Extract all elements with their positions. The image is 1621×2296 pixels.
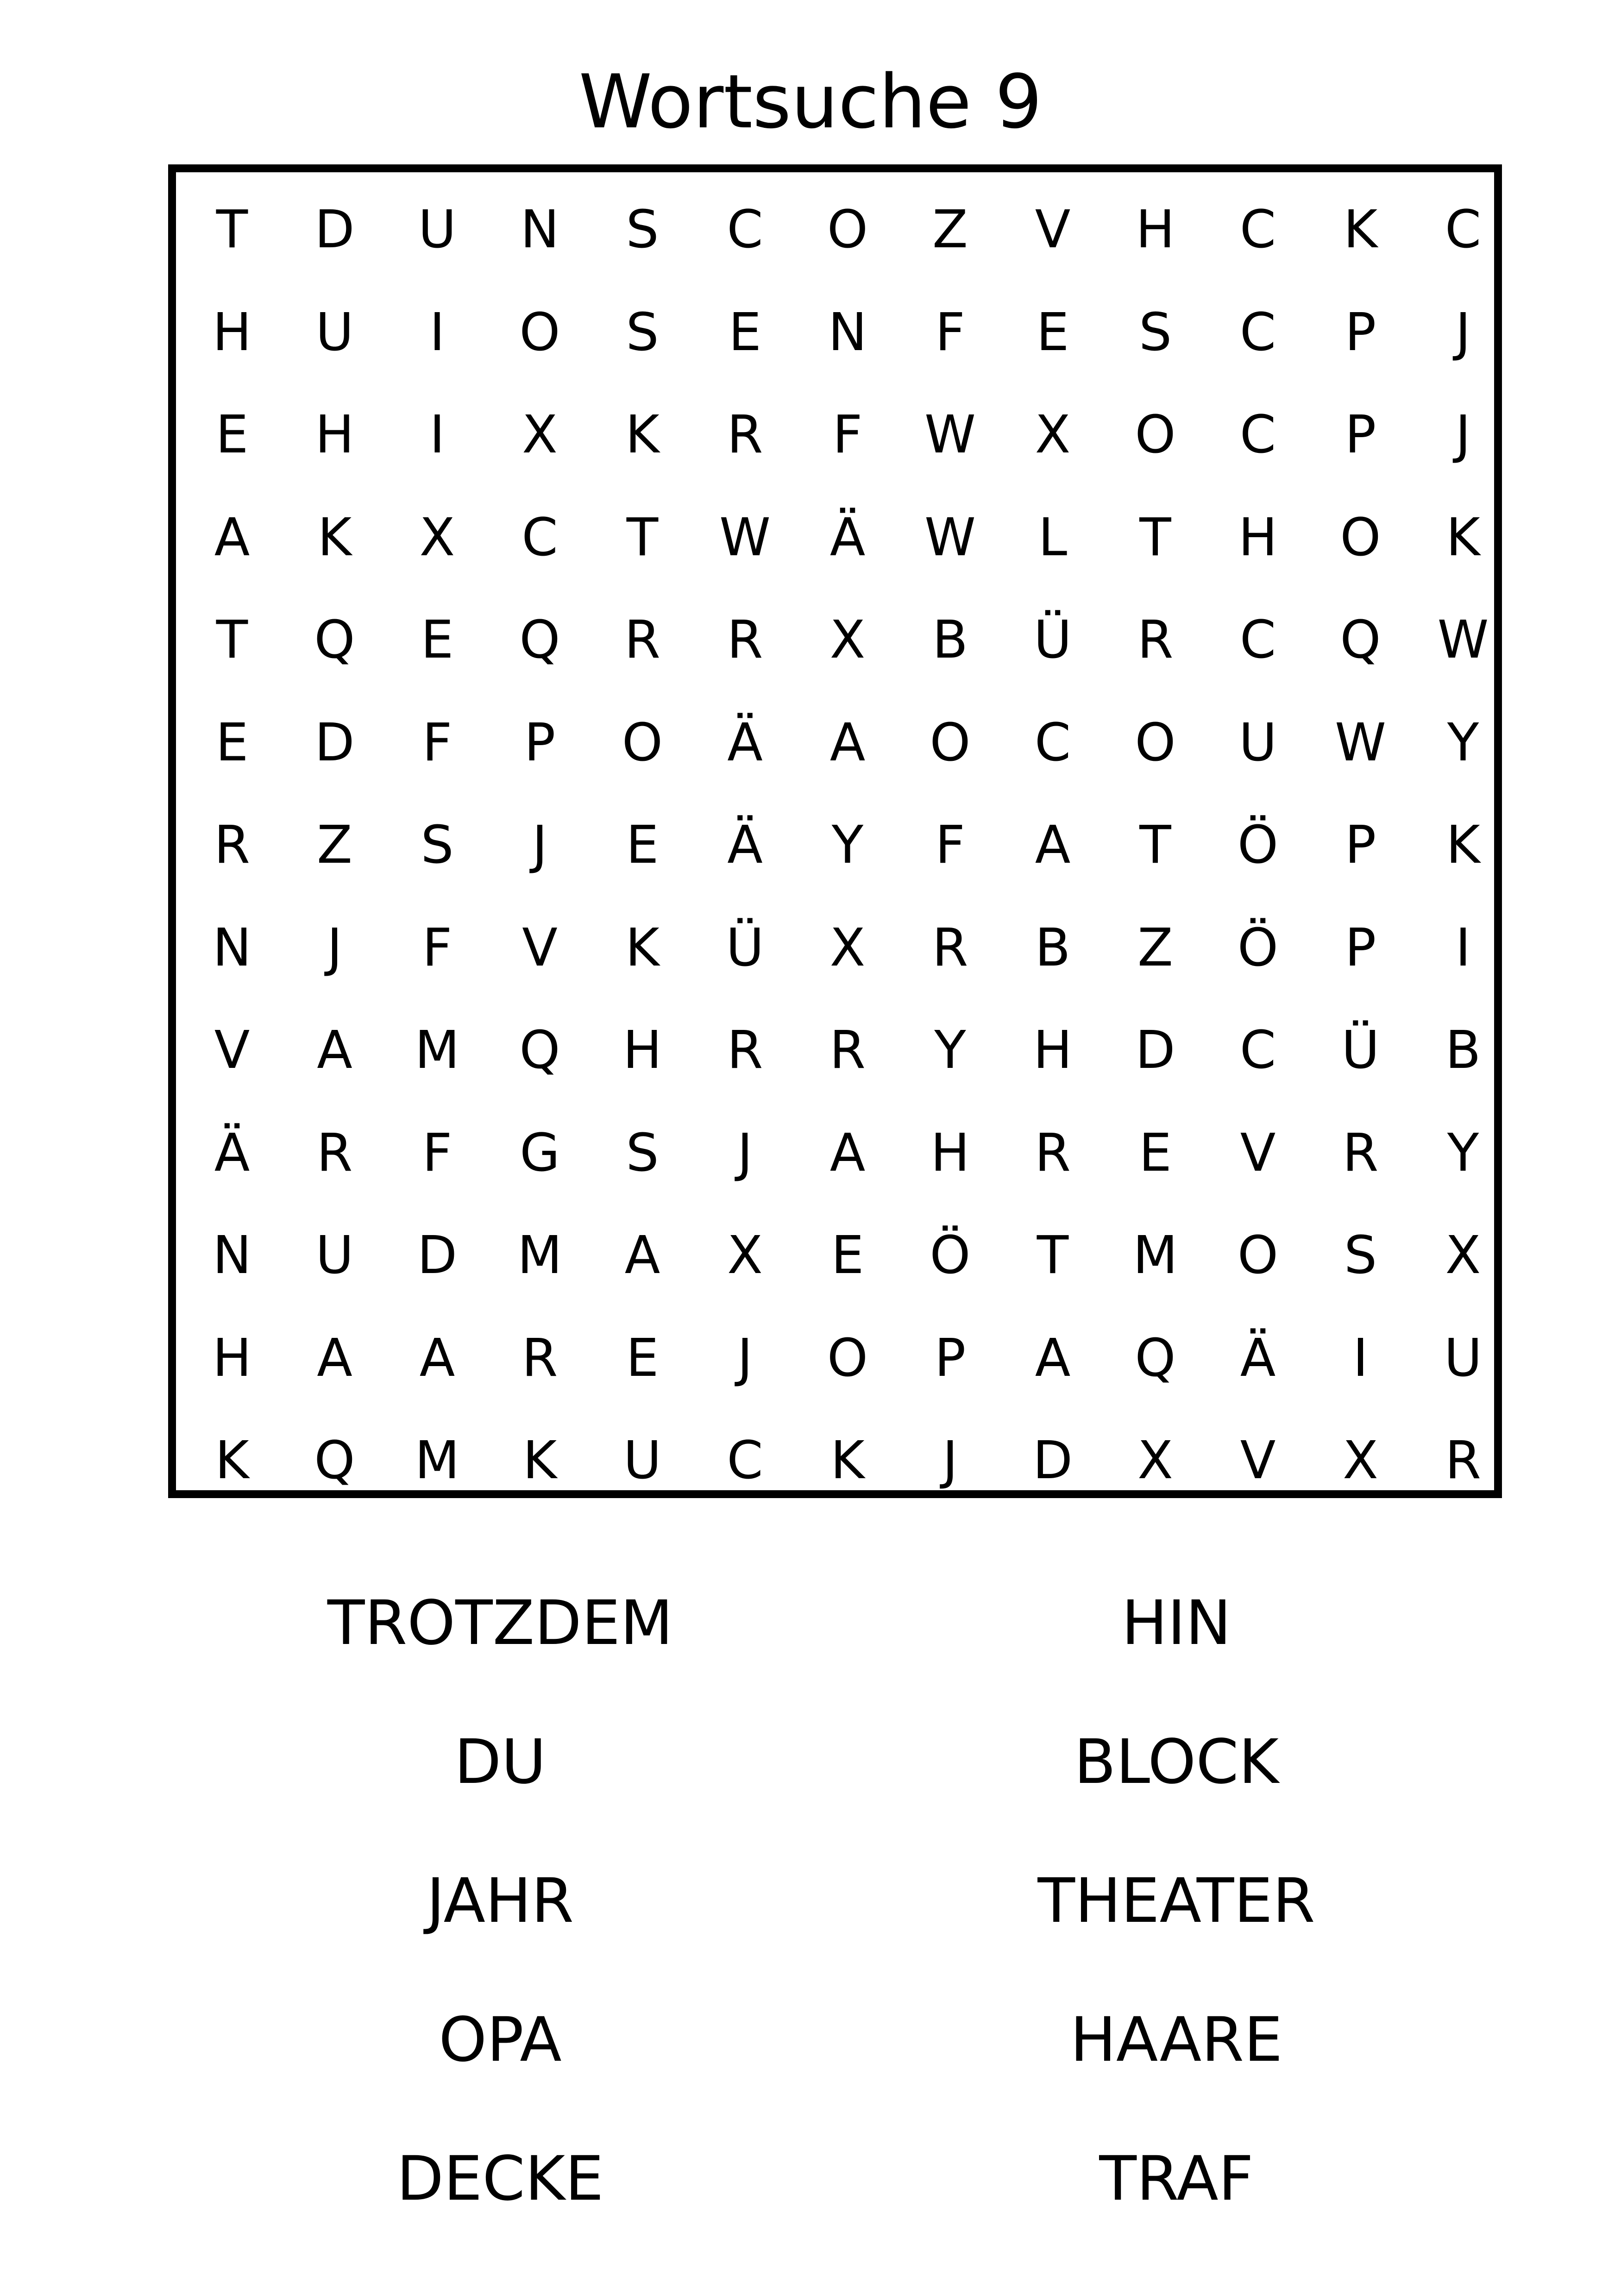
- grid-letter[interactable]: K: [317, 507, 352, 568]
- grid-letter[interactable]: O: [1135, 405, 1176, 465]
- grid-letter[interactable]: V: [1240, 1430, 1276, 1491]
- word-list-item: HIN: [1121, 1587, 1231, 1659]
- grid-letter[interactable]: W: [1437, 610, 1489, 670]
- grid-letter[interactable]: Q: [519, 1020, 560, 1080]
- grid-letter[interactable]: C: [521, 507, 558, 568]
- grid-letter[interactable]: R: [1445, 1430, 1481, 1491]
- grid-letter[interactable]: K: [625, 917, 660, 978]
- grid-letter[interactable]: R: [829, 1020, 866, 1080]
- grid-letter[interactable]: W: [1335, 712, 1386, 773]
- grid-letter[interactable]: V: [522, 917, 558, 978]
- grid-letter[interactable]: O: [930, 712, 971, 773]
- grid-letter[interactable]: S: [1138, 302, 1172, 363]
- grid-letter[interactable]: C: [1239, 610, 1276, 670]
- grid-letter[interactable]: N: [828, 302, 867, 363]
- grid-letter[interactable]: I: [1352, 1328, 1369, 1388]
- grid-letter[interactable]: S: [421, 815, 454, 875]
- grid-letter[interactable]: E: [1139, 1123, 1172, 1183]
- grid-letter[interactable]: E: [626, 815, 659, 875]
- grid-letter[interactable]: T: [216, 200, 248, 260]
- grid-letter[interactable]: O: [622, 712, 663, 773]
- grid-letter[interactable]: H: [622, 1020, 662, 1080]
- grid-letter[interactable]: P: [934, 1328, 966, 1388]
- grid-letter[interactable]: R: [316, 1123, 353, 1183]
- grid-letter[interactable]: O: [827, 1328, 868, 1388]
- grid-letter[interactable]: C: [1034, 712, 1071, 773]
- grid-letter[interactable]: W: [924, 405, 976, 465]
- grid-letter[interactable]: F: [935, 302, 965, 363]
- grid-letter[interactable]: K: [830, 1430, 865, 1491]
- grid-letter[interactable]: X: [419, 507, 455, 568]
- letter-grid-cells: [176, 172, 1494, 1490]
- grid-letter[interactable]: F: [422, 712, 452, 773]
- grid-letter[interactable]: Ü: [726, 917, 764, 978]
- grid-letter[interactable]: P: [1345, 302, 1376, 363]
- grid-letter[interactable]: Ö: [930, 1225, 971, 1286]
- grid-letter[interactable]: Z: [317, 815, 352, 875]
- grid-letter[interactable]: N: [213, 1225, 251, 1286]
- grid-letter[interactable]: F: [422, 1123, 452, 1183]
- grid-letter[interactable]: K: [1446, 507, 1480, 568]
- grid-letter[interactable]: D: [314, 712, 355, 773]
- grid-letter[interactable]: O: [1340, 507, 1381, 568]
- grid-letter[interactable]: K: [1343, 200, 1378, 260]
- grid-letter[interactable]: F: [832, 405, 863, 465]
- grid-letter[interactable]: J: [942, 1430, 958, 1491]
- grid-letter[interactable]: Ü: [1341, 1020, 1380, 1080]
- grid-letter[interactable]: X: [522, 405, 558, 465]
- grid-letter[interactable]: C: [1239, 302, 1276, 363]
- grid-letter[interactable]: M: [415, 1020, 460, 1080]
- grid-letter[interactable]: U: [623, 1430, 661, 1491]
- grid-letter[interactable]: X: [1445, 1225, 1481, 1286]
- grid-letter[interactable]: E: [831, 1225, 864, 1286]
- grid-letter[interactable]: J: [327, 917, 343, 978]
- grid-letter[interactable]: D: [1032, 1430, 1073, 1491]
- grid-letter[interactable]: T: [216, 610, 248, 670]
- grid-letter[interactable]: S: [626, 1123, 659, 1183]
- word-list-item: HAARE: [1070, 2004, 1283, 2076]
- grid-letter[interactable]: V: [214, 1020, 250, 1080]
- grid-letter[interactable]: R: [727, 610, 763, 670]
- word-list-item: DECKE: [396, 2143, 604, 2214]
- grid-letter[interactable]: S: [626, 200, 659, 260]
- grid-letter[interactable]: U: [315, 302, 354, 363]
- grid-letter[interactable]: D: [314, 200, 355, 260]
- grid-letter[interactable]: I: [1455, 917, 1471, 978]
- word-list-item: TRAF: [1099, 2143, 1254, 2214]
- grid-letter[interactable]: Q: [1135, 1328, 1176, 1388]
- grid-letter[interactable]: T: [1037, 1225, 1069, 1286]
- grid-letter[interactable]: Q: [314, 1430, 355, 1491]
- grid-letter[interactable]: B: [1035, 917, 1071, 978]
- grid-letter[interactable]: R: [214, 815, 250, 875]
- grid-letter[interactable]: J: [737, 1123, 753, 1183]
- grid-letter[interactable]: D: [417, 1225, 458, 1286]
- grid-letter[interactable]: A: [419, 1328, 455, 1388]
- word-list-item: THEATER: [1037, 1865, 1315, 1937]
- grid-letter[interactable]: Q: [1340, 610, 1381, 670]
- grid-letter[interactable]: J: [1455, 302, 1471, 363]
- grid-letter[interactable]: A: [317, 1328, 352, 1388]
- grid-letter[interactable]: D: [1135, 1020, 1175, 1080]
- grid-letter[interactable]: E: [215, 712, 249, 773]
- grid-letter[interactable]: O: [1135, 712, 1176, 773]
- grid-letter[interactable]: Z: [932, 200, 968, 260]
- grid-letter[interactable]: A: [829, 712, 866, 773]
- grid-letter[interactable]: A: [317, 1020, 352, 1080]
- grid-letter[interactable]: Ä: [727, 815, 763, 875]
- grid-letter[interactable]: Q: [314, 610, 355, 670]
- grid-letter[interactable]: F: [422, 917, 452, 978]
- grid-letter[interactable]: K: [522, 1430, 557, 1491]
- grid-letter[interactable]: U: [1444, 1328, 1482, 1388]
- grid-letter[interactable]: O: [827, 200, 868, 260]
- grid-letter[interactable]: R: [1035, 1123, 1071, 1183]
- grid-letter[interactable]: R: [727, 405, 763, 465]
- word-list-item: TROTZDEM: [327, 1587, 673, 1659]
- grid-letter[interactable]: E: [215, 405, 249, 465]
- grid-letter[interactable]: C: [1445, 200, 1482, 260]
- grid-letter[interactable]: C: [1239, 1020, 1276, 1080]
- grid-letter[interactable]: V: [1035, 200, 1071, 260]
- grid-letter[interactable]: K: [625, 405, 660, 465]
- grid-letter[interactable]: M: [1133, 1225, 1178, 1286]
- grid-letter[interactable]: X: [727, 1225, 763, 1286]
- grid-letter[interactable]: Ä: [214, 1123, 250, 1183]
- grid-letter[interactable]: R: [727, 1020, 763, 1080]
- grid-letter[interactable]: H: [212, 302, 252, 363]
- grid-letter[interactable]: C: [727, 1430, 763, 1491]
- grid-letter[interactable]: I: [429, 405, 445, 465]
- grid-letter[interactable]: T: [626, 507, 659, 568]
- grid-letter[interactable]: H: [1033, 1020, 1073, 1080]
- grid-letter[interactable]: S: [626, 302, 659, 363]
- grid-letter[interactable]: P: [1345, 815, 1376, 875]
- grid-letter[interactable]: M: [517, 1225, 562, 1286]
- grid-letter[interactable]: R: [1137, 610, 1174, 670]
- grid-letter[interactable]: B: [1445, 1020, 1481, 1080]
- grid-letter[interactable]: C: [727, 200, 763, 260]
- grid-letter[interactable]: A: [214, 507, 250, 568]
- grid-letter[interactable]: C: [1239, 200, 1276, 260]
- grid-letter[interactable]: W: [719, 507, 771, 568]
- grid-letter[interactable]: G: [520, 1123, 560, 1183]
- grid-letter[interactable]: Y: [831, 815, 864, 875]
- grid-letter[interactable]: Ö: [1237, 815, 1279, 875]
- grid-letter[interactable]: U: [1239, 712, 1277, 773]
- grid-letter[interactable]: X: [829, 917, 866, 978]
- grid-letter[interactable]: R: [932, 917, 968, 978]
- grid-letter[interactable]: N: [520, 200, 559, 260]
- grid-letter[interactable]: Q: [519, 610, 560, 670]
- grid-letter[interactable]: H: [212, 1328, 252, 1388]
- grid-letter[interactable]: H: [930, 1123, 970, 1183]
- grid-letter[interactable]: I: [429, 302, 445, 363]
- word-list-item: OPA: [439, 2004, 562, 2076]
- grid-letter[interactable]: Y: [1447, 712, 1479, 773]
- grid-letter[interactable]: A: [829, 1123, 866, 1183]
- grid-letter[interactable]: K: [1446, 815, 1480, 875]
- grid-letter[interactable]: Z: [1137, 917, 1173, 978]
- grid-letter[interactable]: P: [1345, 405, 1376, 465]
- grid-letter[interactable]: Ä: [829, 507, 866, 568]
- grid-letter[interactable]: E: [729, 302, 761, 363]
- grid-letter[interactable]: X: [1343, 1430, 1378, 1491]
- grid-letter[interactable]: S: [1344, 1225, 1377, 1286]
- grid-letter[interactable]: R: [521, 1328, 558, 1388]
- grid-letter[interactable]: X: [829, 610, 866, 670]
- grid-letter[interactable]: K: [215, 1430, 249, 1491]
- grid-letter[interactable]: A: [624, 1225, 660, 1286]
- grid-letter[interactable]: U: [315, 1225, 354, 1286]
- grid-letter[interactable]: Ü: [1034, 610, 1072, 670]
- word-list-item: DU: [454, 1726, 547, 1798]
- grid-letter[interactable]: O: [519, 302, 560, 363]
- grid-letter[interactable]: E: [626, 1328, 659, 1388]
- word-list-item: BLOCK: [1074, 1726, 1279, 1798]
- grid-letter[interactable]: J: [532, 815, 548, 875]
- grid-letter[interactable]: B: [932, 610, 968, 670]
- grid-letter[interactable]: L: [1038, 507, 1068, 568]
- grid-letter[interactable]: H: [1136, 200, 1175, 260]
- grid-letter[interactable]: P: [1345, 917, 1376, 978]
- grid-letter[interactable]: E: [1036, 302, 1069, 363]
- grid-letter[interactable]: R: [624, 610, 660, 670]
- grid-letter[interactable]: U: [418, 200, 456, 260]
- grid-letter[interactable]: P: [524, 712, 556, 773]
- letter-grid: [168, 164, 1502, 1498]
- grid-letter[interactable]: R: [1342, 1123, 1379, 1183]
- grid-letter[interactable]: E: [421, 610, 454, 670]
- grid-letter[interactable]: X: [1137, 1430, 1173, 1491]
- grid-letter[interactable]: N: [213, 917, 251, 978]
- page-title: Wortsuche 9: [578, 58, 1043, 145]
- grid-letter[interactable]: V: [1240, 1123, 1276, 1183]
- grid-letter[interactable]: F: [935, 815, 965, 875]
- grid-letter[interactable]: X: [1035, 405, 1071, 465]
- grid-letter[interactable]: J: [737, 1328, 753, 1388]
- grid-letter[interactable]: M: [415, 1430, 460, 1491]
- grid-letter[interactable]: Ö: [1237, 917, 1279, 978]
- grid-letter[interactable]: T: [1139, 507, 1171, 568]
- grid-letter[interactable]: Y: [934, 1020, 966, 1080]
- grid-letter[interactable]: T: [1139, 815, 1171, 875]
- word-list-item: JAHR: [427, 1865, 574, 1937]
- grid-letter[interactable]: H: [1238, 507, 1278, 568]
- grid-letter[interactable]: Y: [1447, 1123, 1479, 1183]
- grid-letter[interactable]: C: [1239, 405, 1276, 465]
- grid-letter[interactable]: J: [1455, 405, 1471, 465]
- grid-letter[interactable]: A: [1035, 1328, 1071, 1388]
- grid-letter[interactable]: O: [1237, 1225, 1279, 1286]
- grid-letter[interactable]: H: [315, 405, 354, 465]
- grid-letter[interactable]: A: [1035, 815, 1071, 875]
- grid-letter[interactable]: W: [924, 507, 976, 568]
- grid-letter[interactable]: Ä: [1240, 1328, 1276, 1388]
- grid-letter[interactable]: Ä: [727, 712, 763, 773]
